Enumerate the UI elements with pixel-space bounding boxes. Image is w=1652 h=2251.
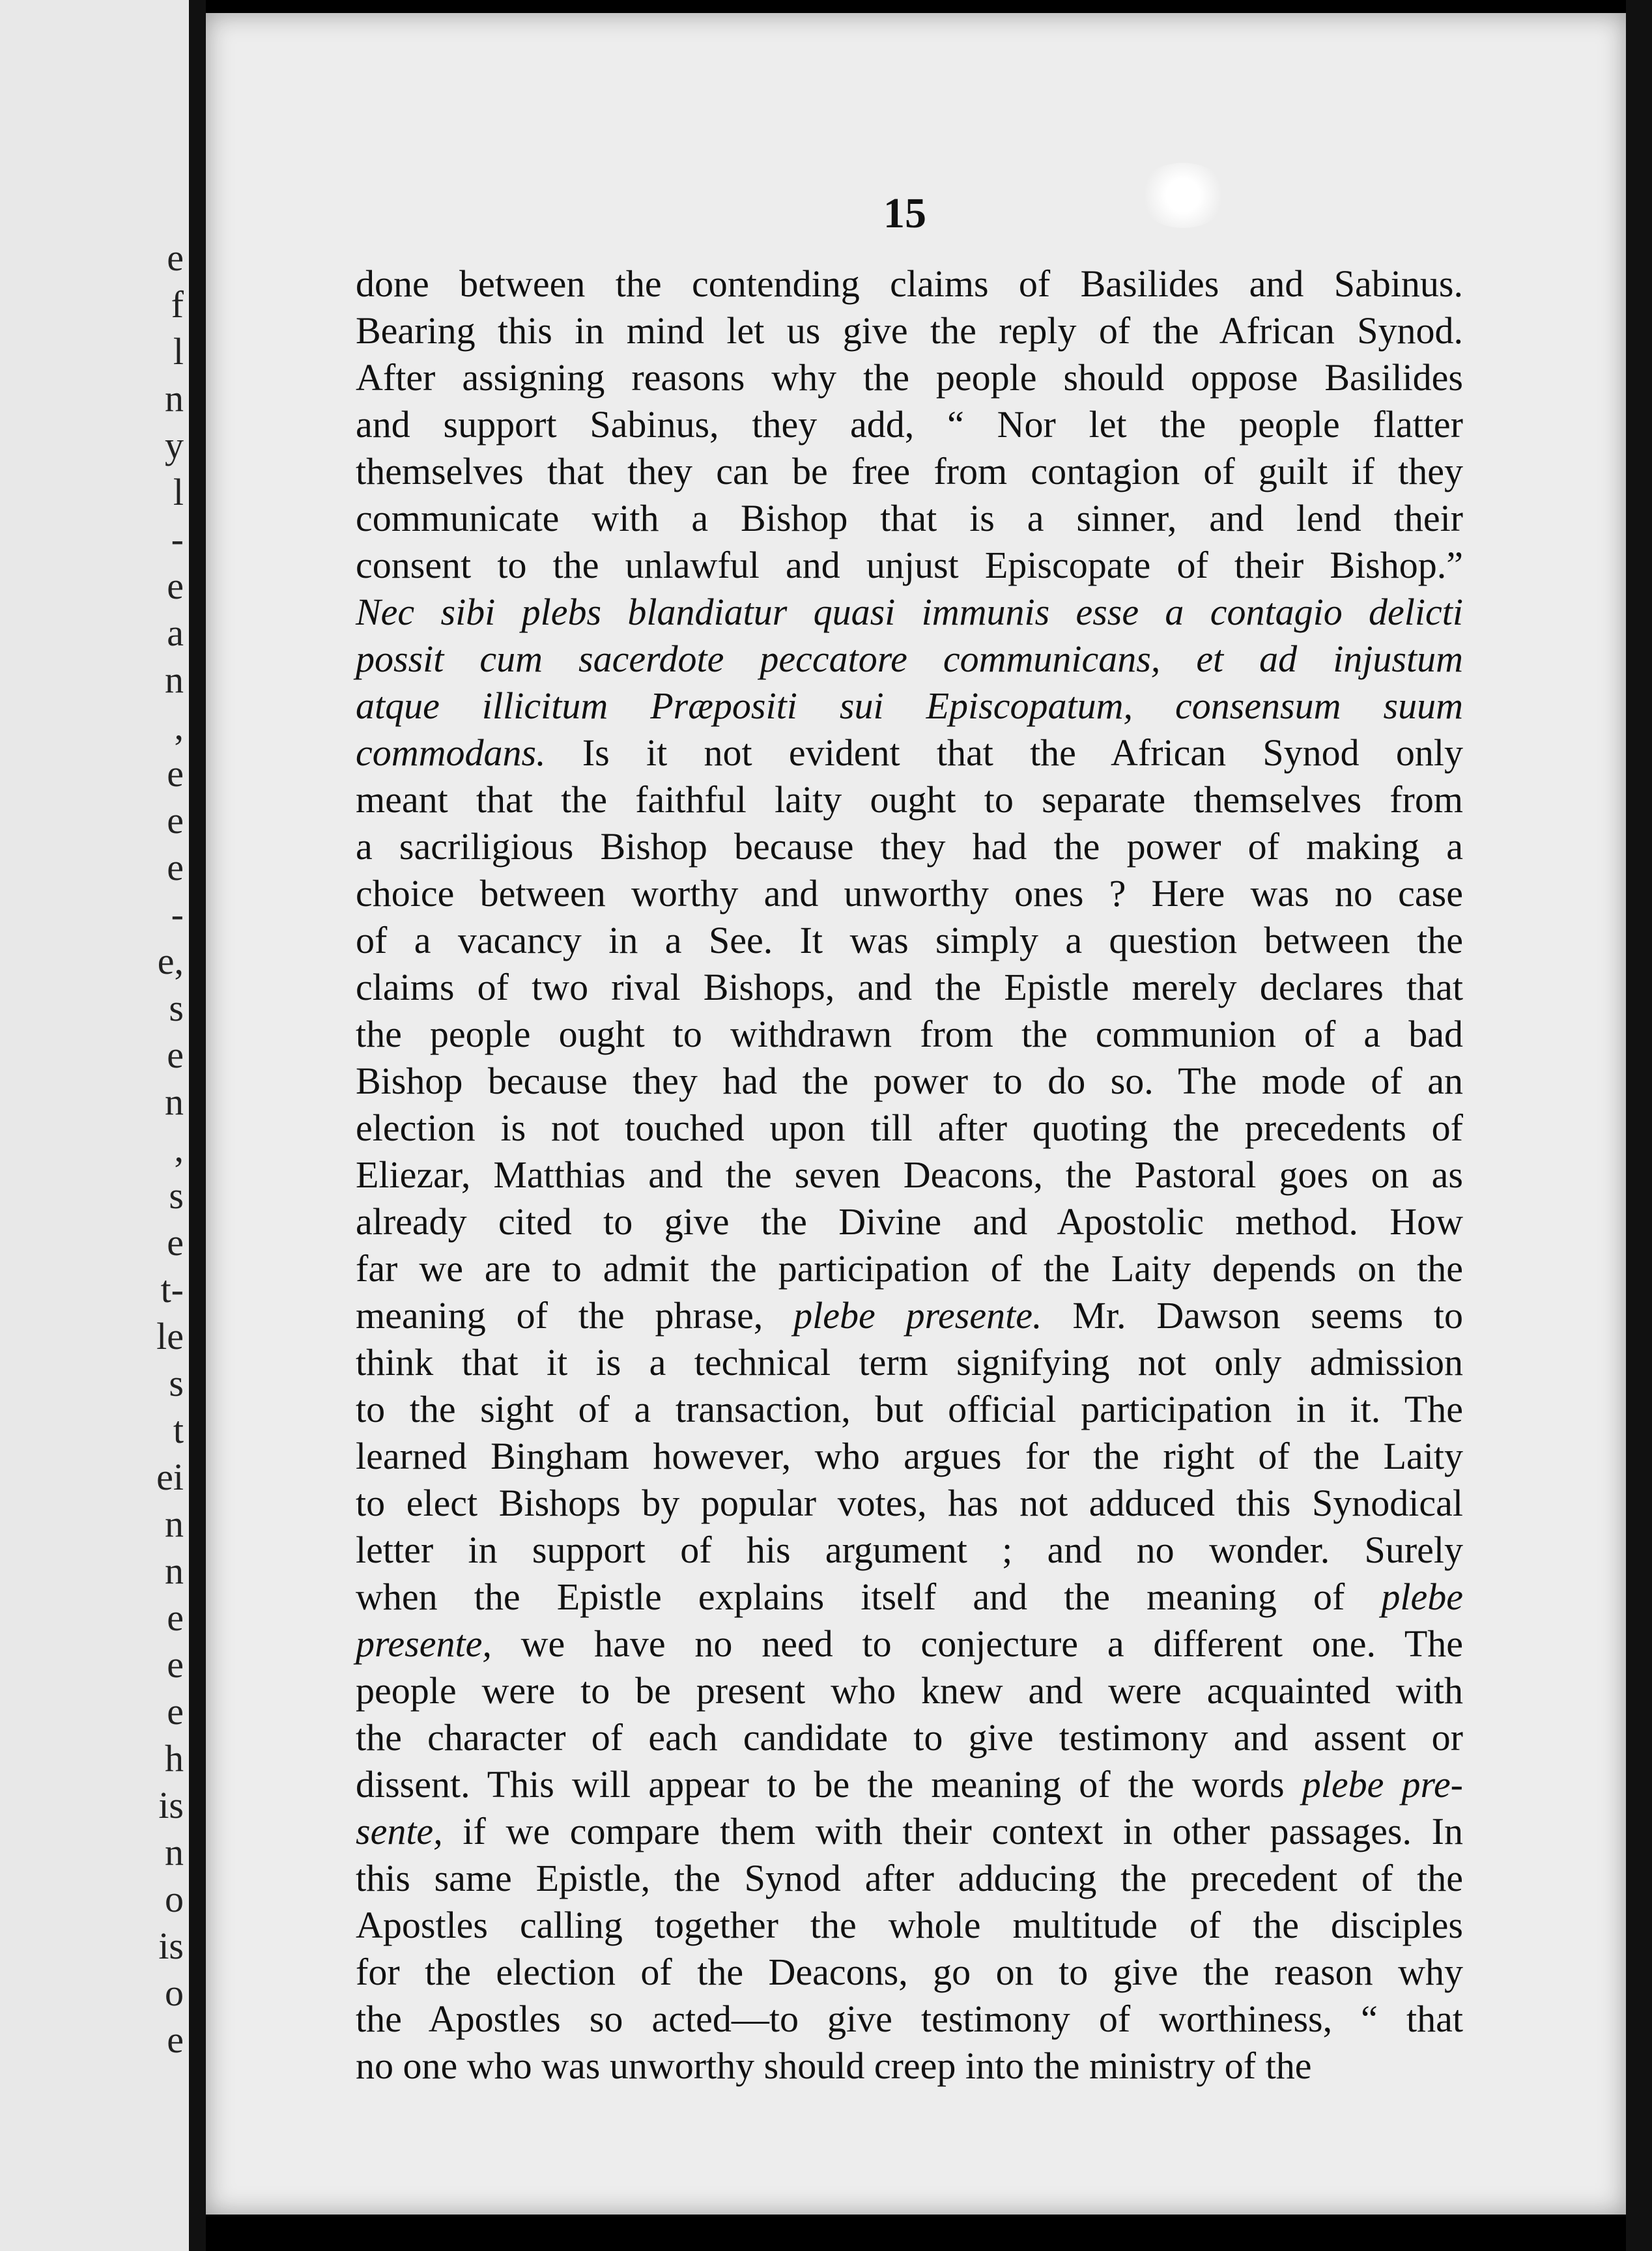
margin-fragment: s: [169, 1362, 184, 1404]
text-line: [356, 1245, 1463, 1292]
text-segment: letter in support of his argument ; and no wonder. Surely: [356, 1529, 1463, 1571]
text-line: [356, 1105, 1463, 1152]
margin-fragment: e: [167, 1596, 184, 1639]
latin-italic-text: plebe presente.: [793, 1294, 1042, 1337]
text-segment: already cited to give the Divine and Apostolic method. How: [356, 1200, 1463, 1243]
text-line: [356, 636, 1463, 683]
text-line: [356, 261, 1463, 307]
text-line: [356, 823, 1463, 870]
text-segment: learned Bingham however, who argues for the right of the Laity: [356, 1435, 1463, 1477]
text-segment: Mr. Dawson seems to: [1042, 1294, 1464, 1337]
book-gutter: [189, 0, 206, 2251]
margin-fragment: o: [165, 1878, 184, 1920]
text-line: [356, 917, 1463, 964]
margin-fragment: e: [167, 1690, 184, 1733]
text-segment: to the sight of a transaction, but official participation in it. The: [356, 1388, 1463, 1430]
text-segment: for the election of the Deacons, go on to give the reason why: [356, 1951, 1463, 1993]
text-segment: Eliezar, Matthias and the seven Deacons, the Pastoral goes on as: [356, 1154, 1463, 1196]
text-segment: no one who was unworthy should creep into the ministry of the: [356, 2045, 1312, 2087]
text-line: [356, 2043, 1463, 2089]
margin-fragment: l: [173, 330, 184, 373]
text-segment: choice between worthy and unworthy ones ? Here was no case: [356, 872, 1463, 914]
margin-fragment: -: [171, 893, 184, 935]
text-line: [356, 1480, 1463, 1527]
margin-fragment: n: [165, 658, 184, 701]
margin-fragment: is: [158, 1784, 184, 1826]
margin-fragment: ,: [174, 705, 184, 748]
margin-fragment: ei: [156, 1456, 184, 1498]
text-line: [356, 307, 1463, 354]
text-segment: we have no need to conjecture a different one. The: [491, 1622, 1463, 1665]
margin-fragment: n: [165, 1081, 184, 1123]
text-line: [356, 1808, 1463, 1855]
margin-fragment: n: [165, 1831, 184, 1873]
text-line: [356, 1574, 1463, 1621]
text-line: [356, 542, 1463, 589]
document-page: [206, 13, 1626, 2215]
text-line: [356, 354, 1463, 401]
text-line: [356, 729, 1463, 776]
text-segment: Is it not evident that the African Synod only: [545, 731, 1463, 774]
text-line: [356, 776, 1463, 823]
latin-italic-text: presente,: [356, 1622, 492, 1665]
margin-fragment: e: [167, 752, 184, 795]
text-segment: claims of two rival Bishops, and the Epistle merely declares that: [356, 966, 1463, 1008]
text-line: [356, 1433, 1463, 1480]
facing-page-margin-text: [0, 234, 189, 2156]
text-segment: the people ought to withdrawn from the communion of a bad: [356, 1013, 1463, 1055]
margin-fragment: s: [169, 987, 184, 1029]
text-line: [356, 1011, 1463, 1058]
margin-fragment: n: [165, 377, 184, 419]
text-segment: if we compare them with their context in other passages. In: [442, 1810, 1463, 1852]
text-segment: Bearing this in mind let us give the reply of the African Synod.: [356, 309, 1463, 352]
margin-fragment: n: [165, 1503, 184, 1545]
text-line: [356, 589, 1463, 636]
text-line: [356, 1855, 1463, 1902]
text-segment: done between the contending claims of Basilides and Sabinus.: [356, 262, 1463, 305]
margin-fragment: t: [173, 1409, 184, 1451]
latin-italic-text: sente,: [356, 1810, 443, 1852]
margin-fragment: e: [167, 2018, 184, 2061]
text-line: [356, 1292, 1463, 1339]
margin-fragment: n: [165, 1550, 184, 1592]
text-line: [356, 1058, 1463, 1105]
text-line: [356, 401, 1463, 448]
text-line: [356, 1996, 1463, 2043]
margin-fragment: y: [165, 424, 184, 466]
text-segment: when the Epistle explains itself and the meaning of: [356, 1576, 1382, 1618]
text-line: [356, 1339, 1463, 1386]
text-segment: this same Epistle, the Synod after adducing the precedent of the: [356, 1857, 1463, 1899]
margin-fragment: -: [171, 518, 184, 560]
text-segment: and support Sabinus, they add, “ Nor let the people flatter: [356, 403, 1463, 446]
scan-border: [1626, 0, 1652, 2251]
text-segment: people were to be present who knew and were acquainted with: [356, 1669, 1463, 1712]
text-line: [356, 1621, 1463, 1667]
latin-italic-text: plebe pre-: [1302, 1763, 1464, 1805]
text-line: [356, 1949, 1463, 1996]
latin-italic-text: Nec sibi plebs blandiatur quasi immunis esse a contagio delicti: [356, 591, 1463, 633]
latin-italic-text: possit cum sacerdote peccatore communicans, et ad injustum: [356, 638, 1463, 680]
margin-fragment: e: [167, 565, 184, 607]
facing-page: [0, 0, 195, 2251]
latin-italic-text: plebe: [1381, 1576, 1463, 1618]
text-line: [356, 1714, 1463, 1761]
margin-fragment: e: [167, 1221, 184, 1264]
margin-fragment: o: [165, 1972, 184, 2014]
text-line: [356, 1386, 1463, 1433]
page-number: 15: [883, 190, 926, 237]
margin-fragment: a: [167, 612, 184, 654]
margin-fragment: f: [171, 283, 184, 326]
text-segment: Apostles calling together the whole multitude of the disciples: [356, 1904, 1463, 1946]
text-line: [356, 1667, 1463, 1714]
margin-fragment: e: [167, 1643, 184, 1686]
margin-fragment: t-: [160, 1268, 184, 1310]
margin-fragment: s: [169, 1174, 184, 1217]
body-text: [356, 261, 1463, 2089]
text-segment: the Apostles so acted—to give testimony of worthiness, “ that: [356, 1998, 1463, 2040]
text-segment: themselves that they can be free from contagion of guilt if they: [356, 450, 1463, 492]
text-line: [356, 1198, 1463, 1245]
text-line: [356, 1152, 1463, 1198]
text-line: [356, 870, 1463, 917]
text-segment: Bishop because they had the power to do so. The mode of an: [356, 1060, 1463, 1102]
margin-fragment: l: [173, 471, 184, 513]
paper-smudge: [1137, 163, 1229, 228]
margin-fragment: e: [167, 799, 184, 842]
text-segment: meant that the faithful laity ought to separate themselves from: [356, 778, 1463, 821]
text-segment: meaning of the phrase,: [356, 1294, 794, 1337]
latin-italic-text: commodans.: [356, 731, 546, 774]
text-line: [356, 1902, 1463, 1949]
margin-fragment: e: [167, 236, 184, 279]
text-line: [356, 495, 1463, 542]
margin-fragment: e: [167, 846, 184, 888]
text-line: [356, 448, 1463, 495]
text-segment: After assigning reasons why the people should oppose Basilides: [356, 356, 1463, 399]
text-line: [356, 1761, 1463, 1808]
text-segment: communicate with a Bishop that is a sinner, and lend their: [356, 497, 1463, 539]
text-line: [356, 683, 1463, 729]
text-segment: election is not touched upon till after quoting the precedents of: [356, 1107, 1463, 1149]
margin-fragment: e: [167, 1034, 184, 1076]
margin-fragment: e,: [157, 940, 184, 982]
text-segment: think that it is a technical term signifying not only admission: [356, 1341, 1463, 1383]
margin-fragment: h: [165, 1737, 184, 1779]
text-segment: consent to the unlawful and unjust Episcopate of their Bishop.”: [356, 544, 1463, 586]
margin-fragment: is: [158, 1925, 184, 1967]
text-segment: far we are to admit the participation of the Laity depends on the: [356, 1247, 1463, 1290]
text-segment: dissent. This will appear to be the meaning of the words: [356, 1763, 1302, 1805]
text-line: [356, 964, 1463, 1011]
latin-italic-text: atque illicitum Præpositi sui Episcopatum, consensum suum: [356, 685, 1463, 727]
text-segment: to elect Bishops by popular votes, has not adduced this Synodical: [356, 1482, 1463, 1524]
margin-fragment: ,: [174, 1127, 184, 1170]
text-segment: of a vacancy in a See. It was simply a question between the: [356, 919, 1463, 961]
text-segment: a sacriligious Bishop because they had the power of making a: [356, 825, 1463, 868]
text-segment: the character of each candidate to give testimony and assent or: [356, 1716, 1463, 1759]
text-line: [356, 1527, 1463, 1574]
margin-fragment: le: [156, 1315, 184, 1357]
